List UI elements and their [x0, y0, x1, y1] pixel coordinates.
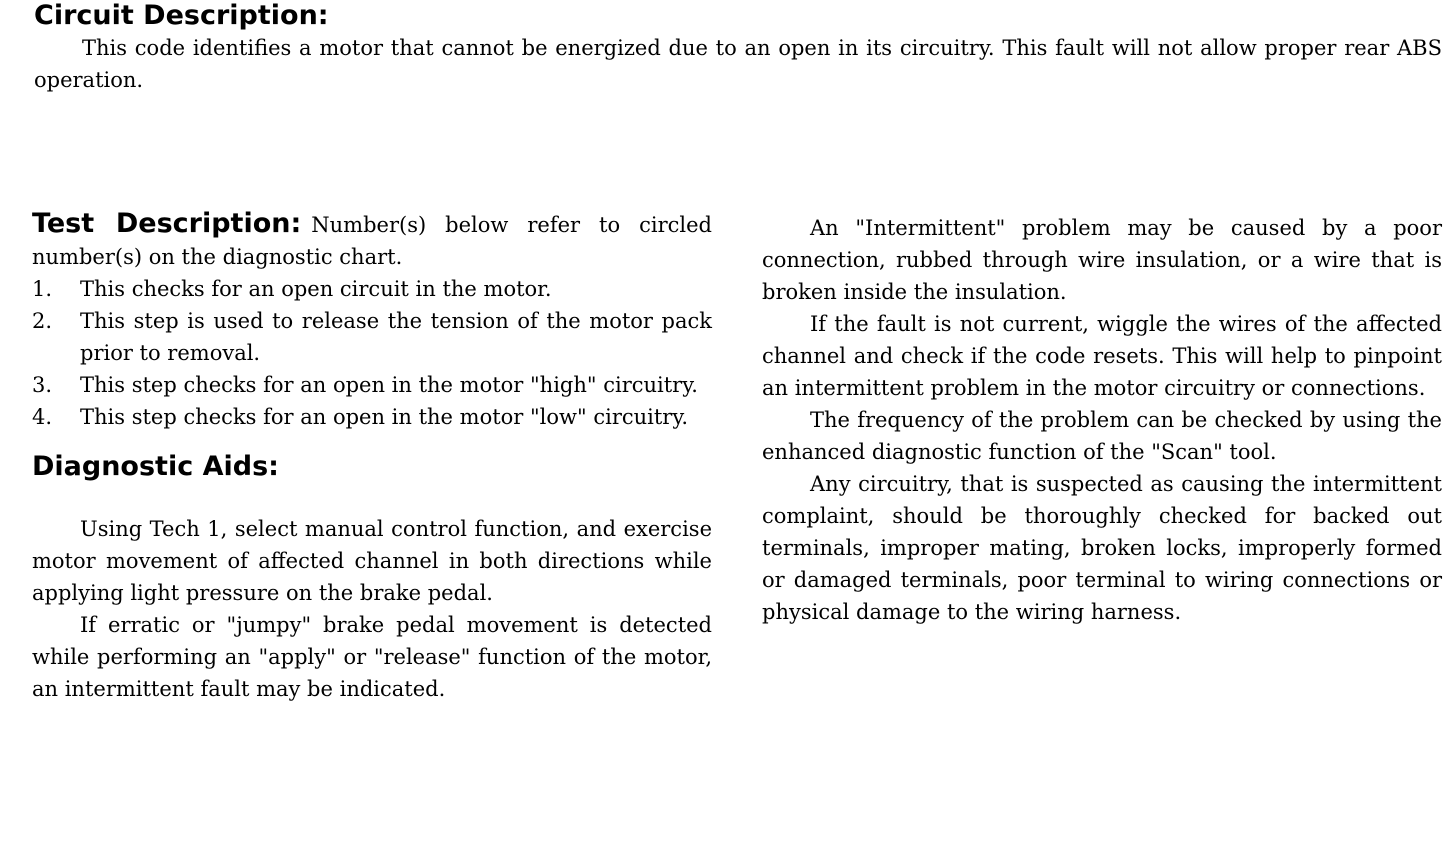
test-step: [32, 369, 712, 401]
test-steps-list: [32, 273, 712, 433]
test-step-text: This step checks for an open in the motor "high" circuitry.: [80, 373, 698, 397]
right-column: [762, 212, 1442, 628]
test-step-text: This step is used to release the tension of the motor pack prior to removal.: [80, 309, 712, 365]
test-step-number: 4.: [32, 405, 53, 429]
test-description-intro: Number(s) below refer to circled number(s) on the diagnostic chart.: [32, 213, 712, 269]
diagnostic-aids-paragraph: If erratic or "jumpy" brake pedal movement is detected while performing an "apply" or "release" function of the motor, an intermittent fault may be indicated.: [32, 613, 712, 701]
test-step: [32, 401, 712, 433]
left-column: [32, 208, 712, 705]
intermittent-paragraph: An "Intermittent" problem may be caused by a poor connection, rubbed through wire insulation, or a wire that is broken inside the insulation.: [762, 216, 1442, 304]
test-step-number: 1.: [32, 277, 53, 301]
test-step: [32, 273, 712, 305]
test-step-number: 3.: [32, 373, 53, 397]
diagnostic-aids-heading: Diagnostic Aids:: [32, 451, 279, 482]
diagnostic-aids-paragraph: Using Tech 1, select manual control function, and exercise motor movement of affected channel in both directions while applying light pressure on the brake pedal.: [32, 517, 712, 605]
test-description-paragraph: [32, 208, 712, 273]
circuit-description-text: This code identifies a motor that cannot be energized due to an open in its circuitry. This fault will not allow proper rear ABS operation.: [34, 36, 1442, 92]
circuitry-check-paragraph: Any circuitry, that is suspected as causing the intermittent complaint, should be thoroughly checked for backed out terminals, improper mating, broken locks, improperly formed or damaged terminals, poor terminal to wiring connections or physical damage to the wiring harness.: [762, 472, 1442, 624]
test-step: [32, 305, 712, 369]
wiggle-test-paragraph: If the fault is not current, wiggle the wires of the affected channel and check if the code resets. This will help to pinpoint an intermittent problem in the motor circuitry or connections.: [762, 312, 1442, 400]
test-step-text: This checks for an open circuit in the motor.: [80, 277, 552, 301]
test-step-number: 2.: [32, 309, 53, 333]
circuit-description-heading: Circuit Description:: [34, 0, 329, 31]
test-step-text: This step checks for an open in the motor "low" circuitry.: [80, 405, 689, 429]
frequency-paragraph: The frequency of the problem can be checked by using the enhanced diagnostic function of the "Scan" tool.: [762, 408, 1442, 464]
test-description-heading: Test Description:: [32, 208, 302, 239]
circuit-description-section: [34, 0, 1442, 96]
